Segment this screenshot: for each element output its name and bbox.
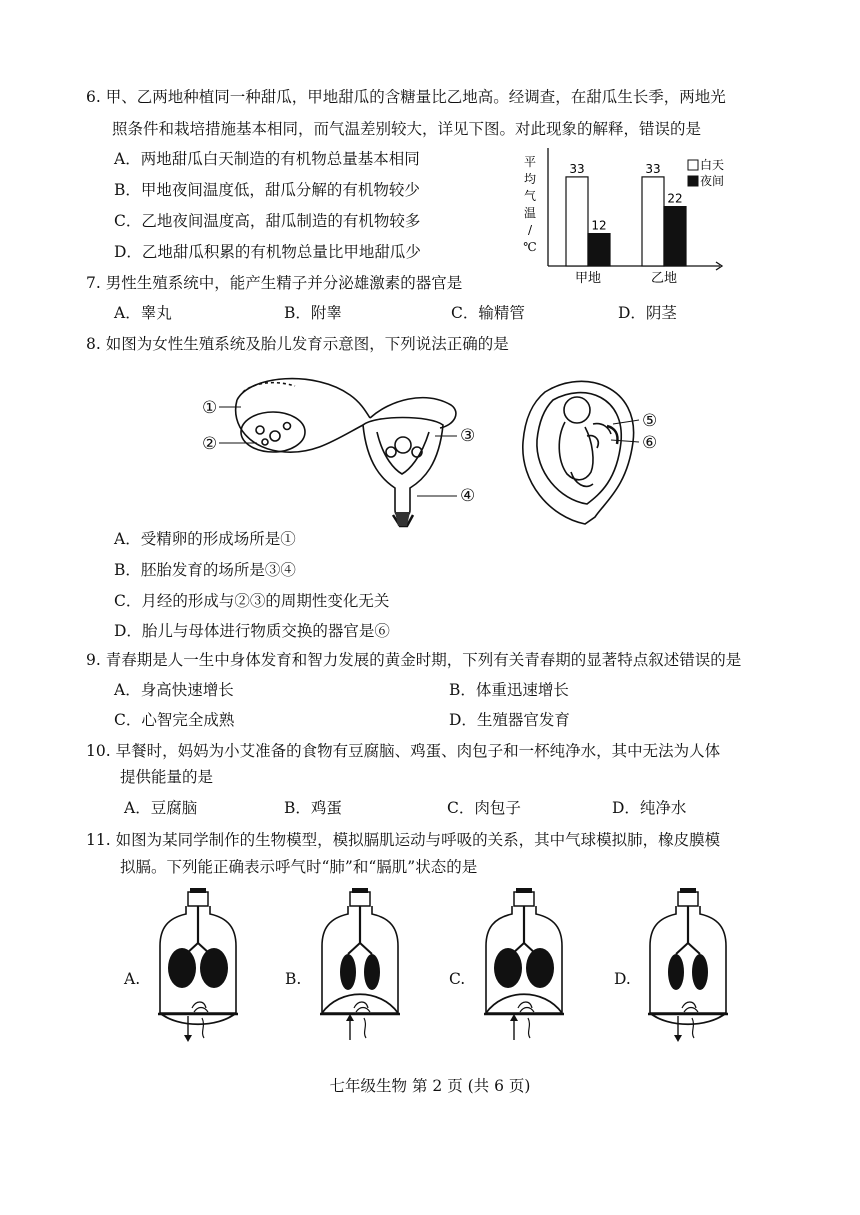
female-reproductive-system-figure	[195, 370, 495, 530]
q11-choice-d: D.	[614, 970, 631, 988]
q11-choice-a: A.	[124, 970, 141, 988]
q11-choice-b: B.	[285, 970, 302, 988]
category-label: 甲地	[574, 271, 602, 286]
q8-option-d: D．胎儿与母体进行物质交换的器官是⑥	[114, 622, 390, 640]
bar-白天-甲地	[566, 177, 588, 266]
temperature-bar-chart	[520, 148, 730, 288]
y-axis-label-char: ℃	[523, 240, 537, 254]
legend-entry: 夜间	[700, 174, 725, 188]
q7-option-d: D．阴茎	[618, 304, 677, 322]
bar-白天-乙地	[642, 177, 664, 266]
q9-option-a: A．身高快速增长	[114, 681, 234, 699]
q11-choice-c: C.	[449, 970, 466, 988]
label-5: ⑤	[642, 411, 658, 431]
q7-stem: 7. 男性生殖系统中，能产生精子并分泌雄激素的器官是	[86, 274, 463, 292]
label-1: ①	[202, 398, 218, 418]
y-axis-label-char: 均	[523, 172, 537, 186]
q10-line1: 10. 早餐时，妈妈为小艾准备的食物有豆腐脑、鸡蛋、肉包子和一杯纯净水，其中无法为人体	[86, 742, 721, 760]
q9-stem: 9. 青春期是人一生中身体发育和智力发展的黄金时期，下列有关青春期的显著特点叙述错误的是	[86, 651, 742, 669]
q6-line1: 6. 甲、乙两地种植同一种甜瓜，甲地甜瓜的含糖量比乙地高。经调查，在甜瓜生长季，两地光	[86, 88, 726, 106]
data-label: 33	[569, 161, 585, 176]
q8-stem: 8. 如图为女性生殖系统及胎儿发育示意图，下列说法正确的是	[86, 335, 509, 353]
q10-option-a: A．豆腐脑	[124, 799, 198, 817]
label-2: ②	[202, 434, 218, 454]
q9-option-c: C．心智完全成熟	[114, 711, 235, 729]
q9-option-b: B．体重迅速增长	[449, 681, 569, 699]
bar-夜间-甲地	[588, 234, 610, 266]
legend-swatch	[688, 176, 698, 186]
q9-option-d: D．生殖器官发育	[449, 711, 570, 729]
q8-option-c: C．月经的形成与②③的周期性变化无关	[114, 592, 390, 610]
q6-line2: 照条件和栽培措施基本相同，而气温差别较大，详见下图。对此现象的解释，错误的是	[112, 120, 702, 138]
bar-夜间-乙地	[664, 207, 686, 266]
q10-option-c: C．肉包子	[447, 799, 521, 817]
y-axis-label-char: /	[527, 223, 533, 237]
data-label: 12	[591, 218, 607, 233]
q6-option-c: C．乙地夜间温度高，甜瓜制造的有机物较多	[114, 212, 421, 230]
data-label: 22	[667, 191, 683, 206]
q7-option-c: C．输精管	[451, 304, 525, 322]
q8-option-b: B．胚胎发育的场所是③④	[114, 561, 296, 579]
y-axis-label-char: 平	[523, 155, 537, 169]
q6-option-d: D．乙地甜瓜积累的有机物总量比甲地甜瓜少	[114, 243, 421, 261]
q7-option-b: B．附睾	[284, 304, 342, 322]
category-label: 乙地	[650, 271, 678, 286]
q11-line1: 11. 如图为某同学制作的生物模型，模拟膈肌运动与呼吸的关系，其中气球模拟肺，橡皮膜模	[86, 831, 721, 849]
q6-option-b: B．甲地夜间温度低，甜瓜分解的有机物较少	[114, 181, 420, 199]
y-axis-label-char: 温	[523, 206, 537, 220]
y-axis-label-char: 气	[523, 189, 537, 203]
q8-option-a: A．受精卵的形成场所是①	[114, 530, 296, 548]
q10-option-d: D．纯净水	[612, 799, 687, 817]
legend-swatch	[688, 160, 698, 170]
q10-line2: 提供能量的是	[120, 768, 214, 786]
bell-jar-model-d	[638, 888, 738, 1043]
bell-jar-model-b	[310, 888, 410, 1043]
fetus-in-uterus-figure	[515, 372, 645, 527]
label-4: ④	[460, 486, 476, 506]
bell-jar-model-a	[148, 888, 248, 1043]
label-3: ③	[460, 426, 476, 446]
data-label: 33	[645, 161, 661, 176]
bell-jar-model-c	[474, 888, 574, 1043]
q6-option-a: A．两地甜瓜白天制造的有机物总量基本相同	[114, 150, 420, 168]
q11-line2: 拟膈。下列能正确表示呼气时“肺”和“膈肌”状态的是	[120, 858, 478, 876]
page-footer: 七年级生物 第 2 页 (共 6 页)	[329, 1077, 531, 1095]
legend-entry: 白天	[700, 158, 725, 172]
q7-option-a: A．睾丸	[114, 304, 172, 322]
q10-option-b: B．鸡蛋	[284, 799, 342, 817]
label-6: ⑥	[642, 433, 658, 453]
